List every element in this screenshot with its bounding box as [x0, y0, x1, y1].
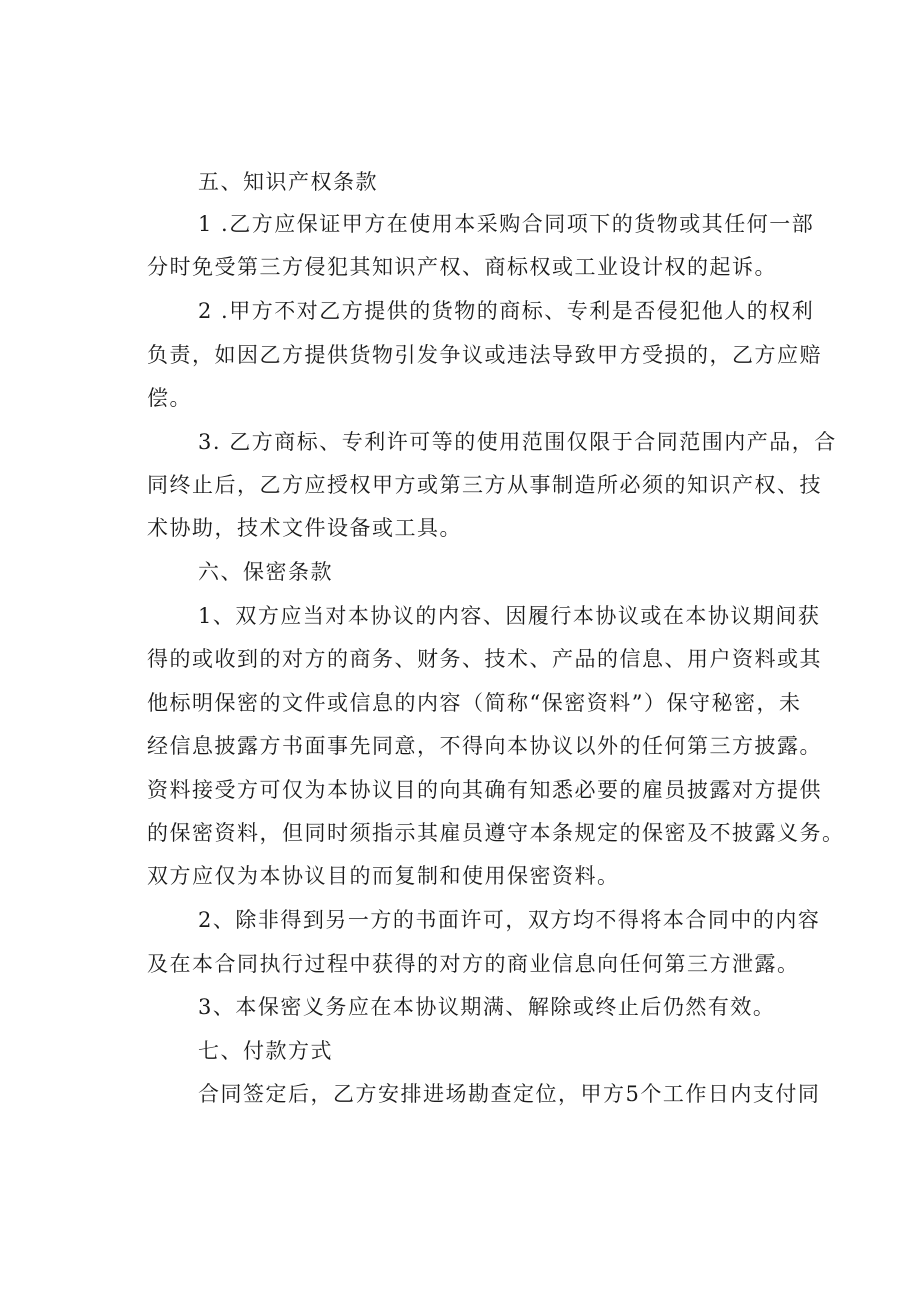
paragraph-line: 3. 乙方商标、专利许可等的使用范围仅限于合同范围内产品，合	[198, 430, 837, 454]
paragraph-line: 同终止后，乙方应授权甲方或第三方从事制造所必须的知识产权、技	[147, 473, 822, 497]
paragraph-line: 资料接受方可仅为本协议目的向其确有知悉必要的雇员披露对方提供	[147, 778, 822, 802]
section-heading-confidentiality: 六、保密条款	[198, 560, 333, 584]
section-heading-ip: 五、知识产权条款	[198, 170, 378, 194]
paragraph-line: 分时免受第三方侵犯其知识产权、商标权或工业设计权的起诉。	[147, 255, 777, 279]
paragraph-line: 术协助，技术文件设备或工具。	[147, 516, 462, 540]
paragraph-line: 2 .甲方不对乙方提供的货物的商标、专利是否侵犯他人的权利	[198, 299, 815, 323]
paragraph-line: 合同签定后，乙方安排进场勘查定位，甲方5个工作日内支付同	[198, 1082, 821, 1106]
paragraph-line: 及在本合同执行过程中获得的对方的商业信息向任何第三方泄露。	[147, 952, 800, 976]
paragraph-line: 负责，如因乙方提供货物引发争议或违法导致甲方受损的，乙方应赔	[147, 343, 822, 367]
paragraph-line: 1、双方应当对本协议的内容、因履行本协议或在本协议期间获	[198, 604, 821, 628]
paragraph-line: 的保密资料，但同时须指示其雇员遵守本条规定的保密及不披露义务。	[147, 821, 845, 845]
paragraph-line: 经信息披露方书面事先同意，不得向本协议以外的任何第三方披露。	[147, 734, 822, 758]
paragraph-line: 偿。	[147, 386, 192, 410]
section-heading-payment: 七、付款方式	[198, 1039, 333, 1063]
paragraph-line: 双方应仅为本协议目的而复制和使用保密资料。	[147, 864, 620, 888]
paragraph-line: 3、本保密义务应在本协议期满、解除或终止后仍然有效。	[198, 995, 776, 1019]
paragraph-line: 得的或收到的对方的商务、财务、技术、产品的信息、用户资料或其	[147, 647, 822, 671]
paragraph-line: 2、除非得到另一方的书面许可，双方均不得将本合同中的内容	[198, 908, 821, 932]
paragraph-line: 他标明保密的文件或信息的内容（简称“保密资料”）保守秘密，未	[147, 691, 802, 715]
paragraph-line: 1 .乙方应保证甲方在使用本采购合同项下的货物或其任何一部	[198, 212, 815, 236]
